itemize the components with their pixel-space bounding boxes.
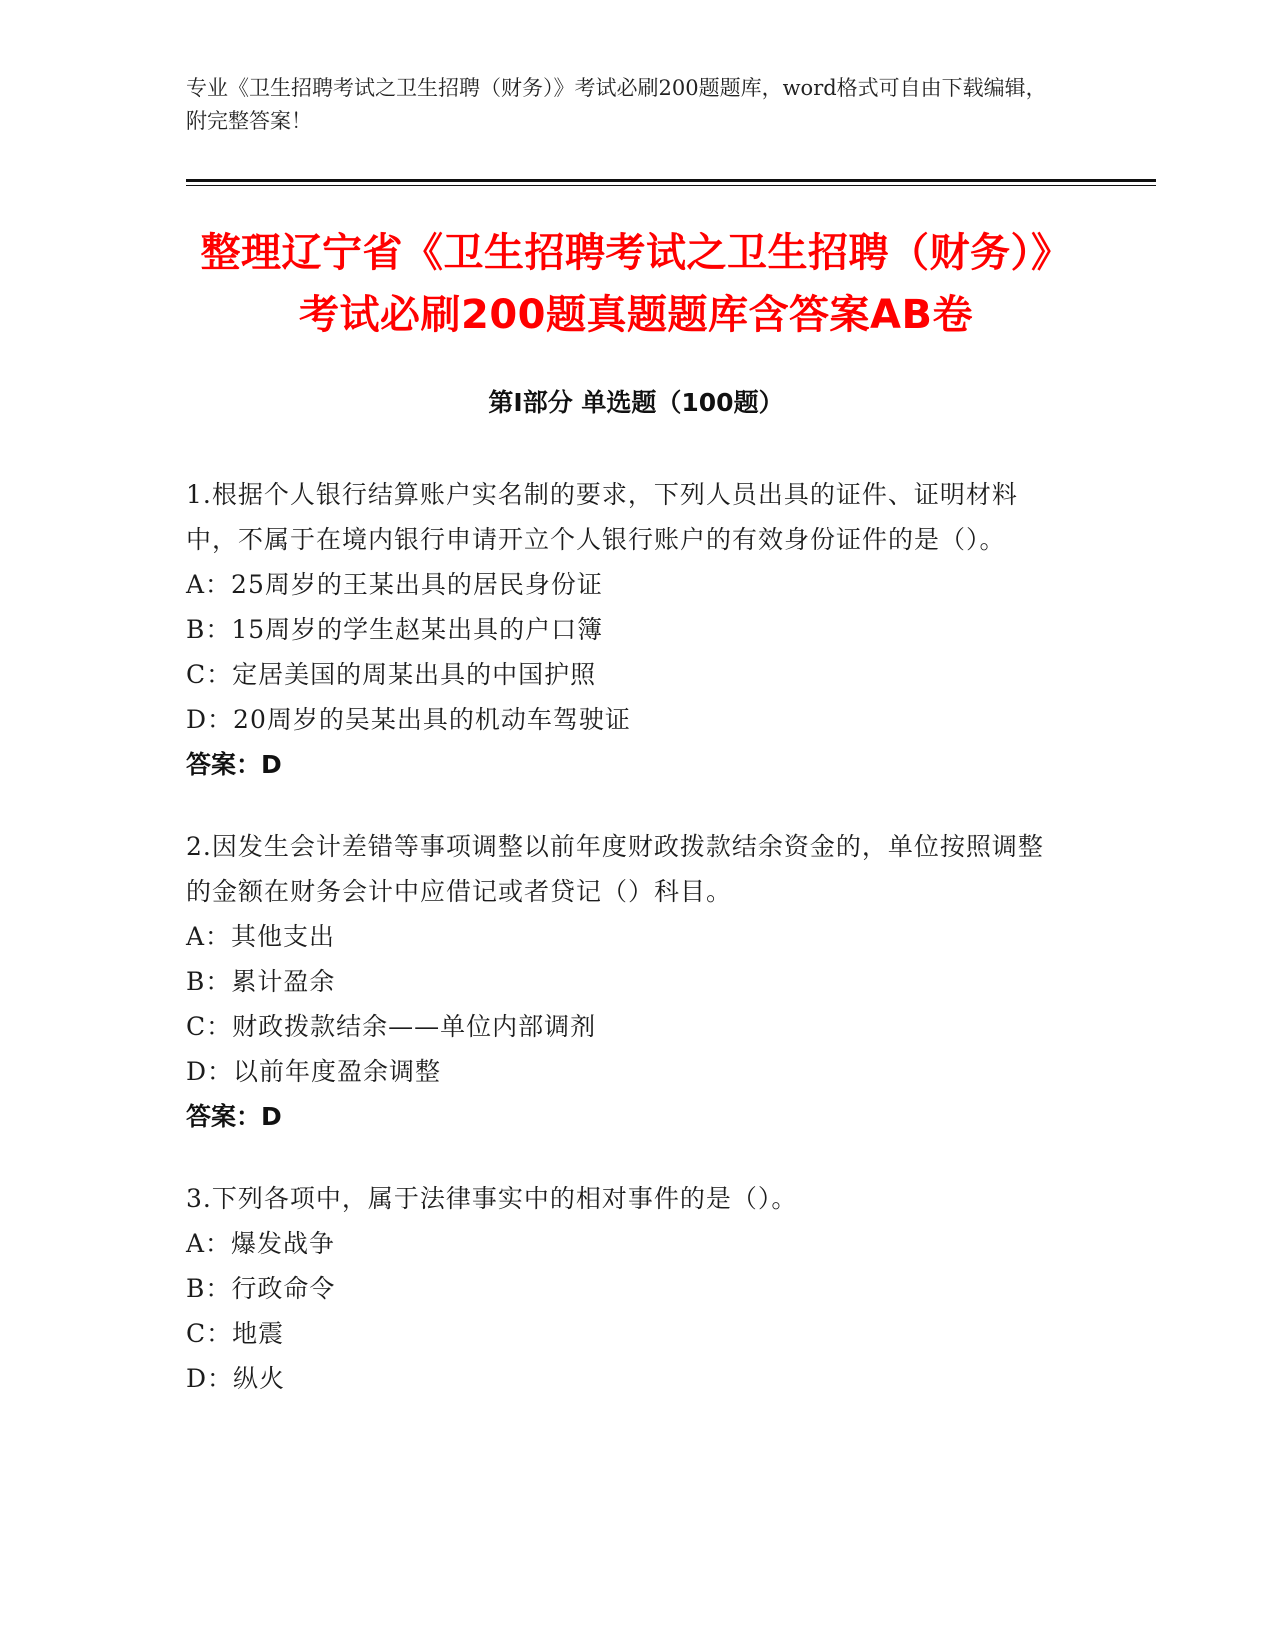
option-b: B：累计盈余	[186, 967, 336, 996]
question-1	[186, 472, 1066, 787]
question-stem: 1.根据个人银行结算账户实名制的要求，下列人员出具的证件、证明材料中，不属于在境内银行申请开立个人银行账户的有效身份证件的是（）。	[186, 480, 1018, 554]
header-rule-thick	[186, 179, 1156, 182]
option-b: B：行政命令	[186, 1274, 336, 1303]
question-stem: 3.下列各项中，属于法律事实中的相对事件的是（）。	[186, 1184, 798, 1213]
answer: 答案：D	[186, 750, 282, 779]
answer: 答案：D	[186, 1102, 282, 1131]
option-a: A：其他支出	[186, 922, 336, 951]
option-c: C：地震	[186, 1319, 285, 1348]
option-a: A：25周岁的王某出具的居民身份证	[186, 570, 603, 599]
header-note: 专业《卫生招聘考试之卫生招聘（财务）》考试必刷200题题库，word格式可自由下载编辑，附完整答案！	[186, 76, 1047, 133]
option-d: D：20周岁的吴某出具的机动车驾驶证	[186, 705, 631, 734]
option-c: C：定居美国的周某出具的中国护照	[186, 660, 597, 689]
option-d: D：以前年度盈余调整	[186, 1057, 442, 1086]
option-d: D：纵火	[186, 1364, 286, 1393]
section-heading: 第Ⅰ部分 单选题（100题）	[488, 388, 784, 417]
question-3	[186, 1176, 1066, 1401]
question-list	[186, 472, 1066, 1438]
option-c: C：财政拨款结余——单位内部调剂	[186, 1012, 597, 1041]
option-a: A：爆发战争	[186, 1229, 336, 1258]
document-title: 整理辽宁省《卫生招聘考试之卫生招聘（财务）》考试必刷200题真题题库含答案AB卷	[200, 230, 1072, 338]
header-rule-thin	[186, 185, 1156, 186]
option-b: B：15周岁的学生赵某出具的户口簿	[186, 615, 604, 644]
question-stem: 2.因发生会计差错等事项调整以前年度财政拨款结余资金的，单位按照调整的金额在财务会计中应借记或者贷记（）科目。	[186, 832, 1044, 906]
question-2	[186, 824, 1066, 1139]
